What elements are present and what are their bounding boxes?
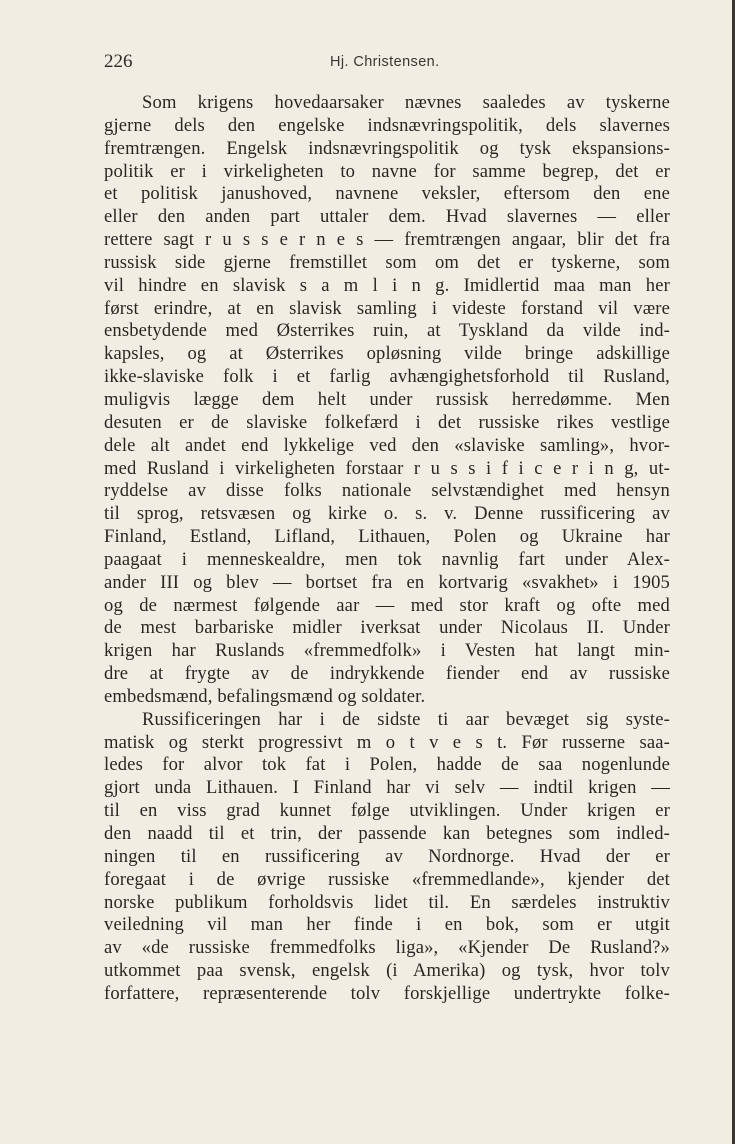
text-line: rettere sagt r u s s e r n e s — fremtrængen angaar, blir det fra: [104, 229, 670, 251]
text-line: ledes for alvor tok fat i Polen, hadde de saa nogenlunde: [104, 754, 670, 776]
text-line: utkommet paa svensk, engelsk (i Amerika) og tysk, hvor tolv: [104, 960, 670, 982]
running-head: Hj. Christensen.: [330, 54, 440, 70]
text-line: ikke-slaviske folk i et farlig avhængighetsforhold til Rusland,: [104, 366, 670, 388]
text-line: ander III og blev — bortset fra en kortvarig «svakhet» i 1905: [104, 571, 670, 593]
text-line: ningen til en russificering av Nordnorge. Hvad der er: [104, 845, 670, 867]
text-line: dele alt andet end lykkelige ved den «slaviske samling», hvor-: [104, 434, 670, 456]
text-line: til en viss grad kunnet følge utviklingen. Under krigen er: [104, 800, 670, 822]
text-line: ensbetydende med Østerrikes ruin, at Tyskland da vilde ind-: [104, 320, 670, 342]
text-line: til sprog, retsvæsen og kirke o. s. v. Denne russificering av: [104, 503, 670, 525]
body-text: [104, 92, 670, 1006]
text-line: et politisk janushoved, navnene veksler, eftersom den ene: [104, 183, 670, 205]
text-line: Russificeringen har i de sidste ti aar bevæget sig syste-: [142, 708, 670, 730]
text-line: gjerne dels den engelske indsnævringspolitik, dels slavernes: [104, 114, 670, 136]
text-line: muligvis lægge dem helt under russisk herredømme. Men: [104, 388, 670, 410]
text-line: Som krigens hovedaarsaker nævnes saaledes av tyskerne: [142, 92, 670, 113]
text-line: de mest barbariske midler iverksat under Nicolaus II. Under: [104, 617, 670, 639]
page-number: 226: [104, 51, 133, 72]
text-line: krigen har Ruslands «fremmedfolk» i Vesten hat langt min-: [104, 640, 670, 662]
text-line: Finland, Estland, Lifland, Lithauen, Polen og Ukraine har: [104, 526, 670, 548]
text-line: med Rusland i virkeligheten forstaar r u s s i f i c e r i n g, ut-: [104, 457, 670, 479]
text-line: veiledning vil man her finde i en bok, som er utgit: [104, 914, 670, 936]
text-line: den naadd til et trin, der passende kan betegnes som indled-: [104, 823, 670, 844]
text-line: russisk side gjerne fremstillet som om det er tyskerne, som: [104, 251, 670, 273]
text-line: fremtrængen. Engelsk indsnævringspolitik og tysk ekspansions-: [104, 137, 670, 159]
text-line: norske publikum forholdsvis lidet til. En særdeles instruktiv: [104, 891, 670, 913]
page-header: [104, 50, 670, 74]
text-line: dre at frygte av de indrykkende fiender end av russiske: [104, 663, 670, 685]
text-line: av «de russiske fremmedfolks liga», «Kjender De Rusland?»: [104, 937, 670, 959]
text-line: ryddelse av disse folks nationale selvstændighet med hensyn: [104, 480, 670, 502]
text-line: foregaat i de øvrige russiske «fremmedlande», kjender det: [104, 868, 670, 890]
text-line: eller den anden part uttaler dem. Hvad slavernes — eller: [104, 206, 670, 228]
text-line: embedsmænd, befalingsmænd og soldater.: [104, 685, 426, 707]
text-line: matisk og sterkt progressivt m o t v e s t. Før russerne saa-: [104, 731, 670, 753]
text-line: forfattere, repræsenterende tolv forskjellige undertrykte folke-: [104, 982, 670, 1004]
text-line: gjort unda Lithauen. I Finland har vi selv — indtil krigen —: [104, 777, 670, 799]
text-line: først erindre, at en slavisk samling i videste forstand vil være: [104, 297, 670, 319]
text-line: kapsles, og at Østerrikes opløsning vilde bringe adskillige: [104, 343, 670, 365]
text-line: vil hindre en slavisk s a m l i n g. Imidlertid maa man her: [104, 274, 670, 296]
text-line: politik er i virkeligheten to navne for samme begrep, det er: [104, 160, 670, 182]
text-line: paagaat i menneskealdre, men tok navnlig fart under Alex-: [104, 548, 670, 570]
text-line: desuten er de slaviske folkefærd i det russiske rikes vestlige: [104, 411, 670, 433]
text-line: og de nærmest følgende aar — med stor kraft og ofte med: [104, 594, 670, 616]
